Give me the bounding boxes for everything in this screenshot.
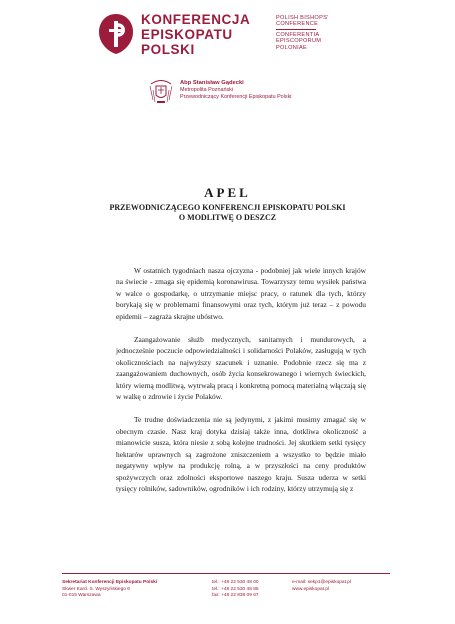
- brand-line-1: KONFERENCJA: [141, 12, 251, 27]
- footer-city: 01-015 Warszawa: [62, 593, 101, 599]
- archbishop-role-2: Przewodniczący Konferencji Episkopatu Polski: [180, 94, 292, 101]
- footer-tel-2: tel.: +48 22 530 48 85: [212, 586, 259, 592]
- footer-contact: [292, 580, 392, 593]
- archbishop-name: Abp Stanisław Gądecki: [180, 80, 244, 86]
- footer-org: Sekretariat Konferencji Episkopatu Polski: [62, 580, 158, 585]
- en-line-1: POLISH BISHOPS': [276, 15, 329, 21]
- archbishop-coat-of-arms-icon: [148, 78, 174, 106]
- subtitle-line-1: PRZEWODNICZĄCEGO KONFERENCJI EPISKOPATU POLSKI: [109, 203, 346, 212]
- footer-address: [62, 580, 212, 600]
- footer-divider: [62, 573, 390, 574]
- subtitle-line-2: O MODLITWĘ O DESZCZ: [178, 212, 277, 222]
- footer-fax: fax: +48 22 838 09 67: [212, 593, 259, 599]
- la-line-2: EPISCOPORUM: [276, 38, 322, 45]
- document-subtitle: [60, 203, 395, 222]
- document-title: APEL: [204, 185, 251, 200]
- la-line-3: POLONIAE: [276, 44, 307, 51]
- document-body: [116, 265, 366, 506]
- brand-divider: [276, 29, 316, 30]
- brand-line-2: EPISKOPATU: [141, 27, 233, 42]
- paragraph-1: W ostatnich tygodniach nasza ojczyzna - podobniej jak wiele innych krajów na świecie - zmaga się epidemią koronawirusa. Towarzyszy temu wysiłek państwa w walce o gospodarkę, o utrzymanie miejsc pracy, o ratunek dla tych, którzy borykają się w problemami finansowymi oraz tych, którym już teraz – z powodu epidemii – zagraża skrajne ubóstwo.: [116, 266, 366, 321]
- en-line-2: CONFERENCE: [276, 21, 319, 28]
- la-line-1: CONFERENTIA: [276, 31, 320, 38]
- brand-translations: [276, 15, 356, 51]
- paragraph-2: Zaangażowanie służb medycznych, sanitarnych i mundurowych, a jednocześnie poczucie odpowiedzialności i solidarności Polaków, zasługują w tych okolicznościach na najwyższy szacunek i uznanie. Podobnie rzecz się ma z zaangażowaniem duchownych, osób życia konsekrowanego i wiernych świeckich, który wierną modlitwą, wytrwałą pracą i konkretną pomocą materialną włączają się w walkę o zdrowie i życie Polaków.: [116, 335, 366, 402]
- brand-line-3: POLSKI: [141, 42, 195, 57]
- footer-phones: [212, 580, 292, 600]
- brand-name: [141, 12, 269, 57]
- paragraph-3: Te trudne doświadczenia nie są jedynymi, z jakimi musimy zmagać się w obecnym czasie. Nasz kraj dotyka dzisiaj także inna, dotkliwa okoliczność a mianowicie susza, która niesie z sobą kolejne trudności. Jej skutkiem setki tysięcy hektarów uprawnych są zagrożone zniszczeniem a wszystko to będzie miało negatywny wpływ na produkcję rolną, a w przyszłości na ceny produktów spożywczych oraz zdolności eksportowe naszego kraju. Susza uderza w setki tysięcy rolników, sadowników, ogrodników i ich rodziny, którzy utrzymują się z: [116, 415, 366, 493]
- cross-circle-logo-icon: [97, 12, 135, 56]
- footer-tel-1: tel.: +48 22 530 48 00: [212, 580, 259, 585]
- footer-web[interactable]: www.episkopat.pl: [292, 586, 330, 592]
- archbishop-signature-block: [180, 80, 380, 102]
- archbishop-role-1: Metropolita Poznański: [180, 87, 234, 94]
- footer-email[interactable]: e-mail: sekp1@episkopat.pl: [292, 580, 351, 585]
- footer-street: Skwer Kard. S. Wyszyńskiego 6: [62, 586, 130, 592]
